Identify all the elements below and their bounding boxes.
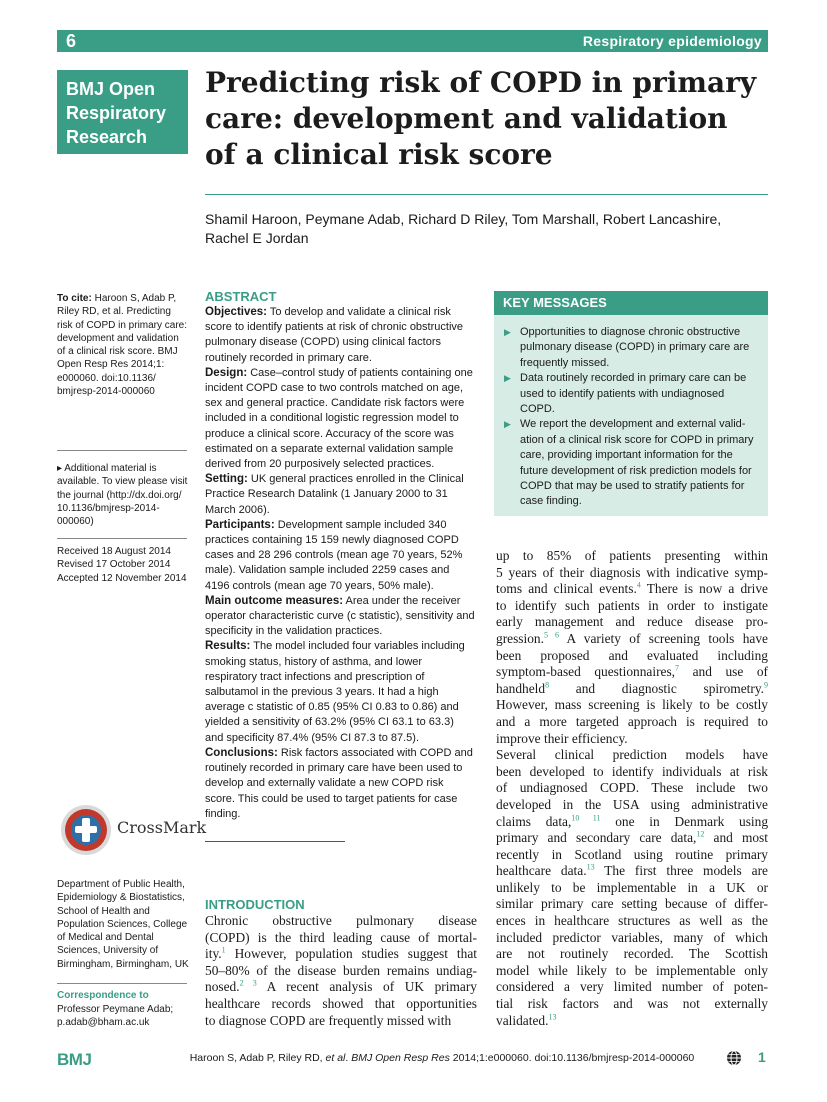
abstract-text: Area under the receiver [343,594,461,607]
sidebar-divider [57,983,187,984]
triangle-bullet-icon: ▶ [504,419,511,430]
abstract-line [205,457,480,472]
cite-line: e000060. doi:10.1136/ [57,372,156,384]
key-message-line: care, providing important information for the [520,449,733,462]
key-message-line: frequently missed. [520,356,610,369]
abstract-line [205,715,480,730]
body-text-segment: The first three models are [594,863,768,879]
introduction-text [205,913,477,1029]
body-text-segment: and most [704,830,768,846]
body-text-segment: primary and secondary care data, [496,830,697,846]
body-text-segment: to diagnose COPD are frequently missed with [205,1012,452,1028]
reference-citation[interactable]: 1 [221,945,226,955]
body-text-segment: improve their efficiency. [496,730,628,746]
abstract-text: The model included four variables including [250,640,465,653]
abstract-text: routinely recorded in primary care have been used to [205,762,463,775]
key-message-line: Opportunities to diagnose chronic obstructive [520,326,741,338]
additional-material-note[interactable] [57,462,187,528]
abstract-text: smoking status, history of asthma, and lower [205,655,423,668]
abstract-text: March 2006). [205,503,270,516]
body-line [496,714,768,731]
abstract-line [205,609,480,624]
abstract-line [205,548,480,563]
reference-citation[interactable]: 12 [696,829,705,839]
date-received: Received 18 August 2014 [57,546,171,557]
cite-line: risk of COPD in primary care: [57,319,188,331]
additional-line: the journal (http://dx.doi.org/ [57,489,182,501]
journal-line: Research [66,127,148,147]
abstract-section-label: Results: [205,640,251,653]
key-message-item [504,371,762,417]
body-text-segment: symptom-based questionnaires, [496,664,676,680]
author-list [205,210,770,248]
abstract-line [205,533,480,548]
crossmark-label: CrossMark [117,818,207,837]
journal-line: BMJ Open [66,79,156,99]
triangle-bullet-icon: ▶ [504,327,511,337]
body-line [205,930,477,947]
abstract-text: Risk factors associated with COPD and [277,746,473,759]
key-messages-list [504,325,762,510]
body-text-segment: 5 years of their diagnosis with indicative symp- [496,564,768,580]
body-line [496,565,768,582]
title-line: Predicting risk of COPD in primary [205,66,757,99]
reference-citation[interactable]: 2 3 [239,978,257,988]
key-message-line: COPD that may be used to stratify patients for [520,480,745,493]
abstract-text: score to identify patients at risk of chronic obstructive [205,321,464,334]
abstract-line [205,746,480,761]
abstract-line [205,655,480,670]
article-dates [57,545,187,585]
body-text-right-column [496,548,768,1029]
cite-line: Riley RD, et al. Predicting [57,306,171,318]
open-access-icon: 6 [65,31,76,51]
key-message-line: pulmonary disease (COPD) in primary care are [520,341,750,354]
footer-citation-part: . [345,1052,352,1064]
key-message-line: case finding. [520,495,582,508]
reference-citation[interactable]: 4 [636,580,641,590]
abstract-text: Practice Research Datalink (1 January 2000 to 31 [205,488,448,501]
body-text-segment: model while likely to be implementable only [496,962,768,978]
cite-line: bmjresp-2014-000060 [57,386,155,398]
body-line [496,996,768,1013]
abstract-section-label: Objectives: [205,306,267,318]
abstract-line [205,807,480,822]
abstract-line [205,563,480,578]
abstract-text: average c statistic of 0.85 (95% CI 0.83 to 0.86) and [205,701,459,714]
body-text-segment: ences in healthcare structures as well as the [496,913,768,929]
body-text-segment: unlikely to be implementable in a UK or [496,879,768,895]
date-accepted: Accepted 12 November 2014 [57,572,187,584]
abstract-line [205,472,480,487]
additional-line: 10.1136/bmjresp-2014- [57,502,160,514]
body-line [496,731,768,748]
body-text-segment: nosed. [205,979,240,995]
additional-line: 000060) [57,516,94,528]
abstract-text: operator characteristic curve (c statistic), sensitivity and [205,610,475,623]
abstract-line [205,639,480,654]
body-text-segment: early management and reduce disease pro- [496,614,768,630]
key-message-line: We report the development and external valid- [520,418,746,431]
body-line [496,631,768,648]
body-text-segment: Chronic obstructive pulmonary disease [205,913,477,928]
body-text-segment: up to 85% of patients presenting within [496,548,768,563]
correspondence-heading: Correspondence to [57,990,149,1001]
abstract-body [205,305,480,822]
body-line [496,664,768,681]
body-line [205,913,477,930]
abstract-line [205,761,480,776]
abstract-text: UK general practices enrolled in the Clinical [247,473,464,486]
title-line: care: development and validation [205,102,728,135]
correspondence-email[interactable]: p.adab@bham.ac.uk [57,1017,150,1029]
body-text-segment: healthcare records showed that opportunities [205,995,477,1011]
abstract-line [205,594,480,609]
open-access-globe-icon [726,1050,742,1066]
body-line [496,979,768,996]
abstract-text: sex and general practice. Candidate risk factors were [205,397,465,410]
title-divider [205,194,768,195]
body-text-segment: of undiagnosed COPD. These include two [496,780,768,796]
body-text-segment: one in Denmark using [600,813,769,829]
key-messages-heading [494,291,768,315]
reference-citation[interactable]: 13 [586,862,595,872]
journal-logo [57,70,188,154]
reference-citation[interactable]: 5 6 [543,630,559,640]
sidebar-divider [57,450,187,451]
affiliation [57,878,189,971]
key-message-line: future development of risk prediction models for [520,464,752,477]
abstract-text: Development sample included 340 [274,518,447,531]
body-line [496,880,768,897]
abstract-text: specificity in the validation practices. [205,625,383,638]
body-text-segment: considered a very limited number of poten- [496,979,768,995]
abstract-text: salbutamol in the previous 3 years. It had a high [205,686,439,699]
abstract-text: respiratory tract infections and prescription of [205,670,425,683]
reference-citation[interactable]: 8 [545,680,550,690]
abstract-line [205,366,480,381]
abstract-text: To develop and validate a clinical risk [267,306,451,318]
body-line [205,979,477,996]
body-text-segment: There is now a drive [640,581,769,597]
additional-line: available. To view please visit [57,476,188,488]
key-messages-title: KEY MESSAGES [503,295,607,310]
article-title [205,65,757,173]
body-text-segment: similar primary care setting because of differ- [496,896,768,912]
abstract-text: cases and 28 296 controls (mean age 70 years, 52% [205,549,463,562]
abstract-line [205,624,480,639]
abstract-line [205,685,480,700]
body-line [496,598,768,615]
body-text-segment: been proposed and evaluated including [496,647,768,663]
abstract-text: finding. [205,807,241,820]
journal-line: Respiratory [66,103,167,123]
author-line: Rachel E Jordan [205,230,309,246]
abstract-text: produce a clinical score. Accuracy of the score was [205,427,454,440]
body-line [496,830,768,847]
body-text-segment: to identify such patients in order to instigate [496,597,768,613]
body-line [496,697,768,714]
affiliation-line: of Medical and Dental [57,932,154,944]
abstract-text: develop and externally validate a new COPD risk [205,777,444,790]
body-line [496,863,768,880]
affiliation-line: Birmingham, Birmingham, UK [57,958,189,970]
abstract-line [205,411,480,426]
abstract-text: yielded a sensitivity of 63.2% (95% CI 63.1 to 63.3) [205,716,454,729]
introduction-heading: INTRODUCTION [205,897,305,912]
body-text-segment: been developed to identify individuals at risk [496,763,768,779]
abstract-line [205,670,480,685]
body-text-segment: A variety of screening tools have [558,630,768,646]
footer-citation-journal: BMJ Open Resp Res [351,1052,450,1064]
abstract-line [205,731,480,746]
footer-citation [162,1052,722,1065]
page-number: 1 [758,1049,766,1065]
abstract-text: estimated on a separate external validation sample [205,442,454,455]
abstract-text: included in a conditional logistic regression model to [205,412,459,425]
abstract-line [205,335,480,350]
body-text-segment: However, population studies suggest that [225,946,477,962]
abstract-text: routinely recorded in primary care. [205,351,372,364]
key-message-item [504,325,762,371]
body-line [496,946,768,963]
body-line [496,930,768,947]
body-text-segment: included predictor variables, many of which [496,929,768,945]
body-text-segment: ity. [205,946,222,962]
key-message-line: ation of a clinical risk score for COPD in primary [520,433,754,446]
body-text-segment: and use of [679,664,769,680]
abstract-section-label: Design: [205,366,248,379]
cite-label: To cite: [57,293,92,304]
affiliation-line: Department of Public Health, [57,879,185,890]
body-text-segment: developed in the USA using administrative [496,796,768,812]
abstract-section-label: Conclusions: [205,746,278,759]
cite-line: of a clinical risk score. BMJ [57,346,178,358]
additional-line: ▸ Additional material is [57,463,157,474]
correspondence-name: Professor Peymane Adab; [57,1004,174,1015]
abstract-text: and specificity 87.4% (95% CI 87.3 to 87.5). [205,731,420,744]
cite-line: Open Resp Res 2014;1: [57,359,165,371]
abstract-text: score. This could be used to target patients for case [205,792,458,805]
bmj-logo: BMJ [57,1050,92,1069]
key-message-line: COPD. [520,403,555,416]
cite-line: Haroon S, Adab P, [94,293,177,304]
title-line: of a clinical risk score [205,138,553,171]
body-line [496,780,768,797]
body-text-segment: are not routinely recorded. The Scottish [496,946,768,962]
body-text-segment: gression. [496,630,544,646]
abstract-line [205,442,480,457]
body-text-segment: 50–80% of the disease burden remains undiag- [205,962,477,978]
body-line [205,1013,477,1030]
body-text-segment: tial risk factors and was not externally [496,996,768,1012]
abstract-line [205,776,480,791]
affiliation-line: Sciences, University of [57,945,159,957]
abstract-text: 4196 controls (mean age 70 years, 50% male). [205,579,434,592]
abstract-section-label: Participants: [205,518,275,531]
triangle-bullet-icon: ▶ [504,373,511,384]
cite-line: development and validation [57,332,179,344]
body-line [496,814,768,831]
footer-citation-part: 2014;1:e000060. doi:10.1136/bmjresp-2014-000060 [449,1052,695,1064]
key-message-item [504,417,762,509]
body-line [205,946,477,963]
body-text-segment: and diagnostic spirometry. [549,680,764,696]
body-line [205,996,477,1013]
reference-citation[interactable]: 7 [675,663,680,673]
body-line [496,797,768,814]
abstract-line [205,305,480,320]
date-revised: Revised 17 October 2014 [57,559,171,571]
body-line [496,747,768,764]
body-text-segment: handheld [496,680,546,696]
body-line [496,913,768,930]
abstract-line [205,381,480,396]
sidebar-divider [57,538,187,539]
abstract-line [205,579,480,594]
abstract-line [205,487,480,502]
abstract-heading: ABSTRACT [205,289,277,304]
section-label: Respiratory epidemiology [582,33,762,49]
body-text-segment: However, mass screening is likely to be costly [496,697,768,713]
body-text-segment: recently in Scotland using routine primary [496,846,768,862]
body-line [496,847,768,864]
body-line [496,548,768,565]
abstract-divider [205,841,345,842]
abstract-text: pulmonary disease (COPD) using clinical factors [205,336,441,349]
abstract-section-label: Setting: [205,473,248,486]
abstract-line [205,351,480,366]
abstract-section-label: Main outcome measures: [205,594,344,607]
body-line [496,764,768,781]
abstract-line [205,320,480,335]
reference-citation[interactable]: 10 11 [571,813,601,823]
reference-citation[interactable]: 13 [548,1012,557,1022]
affiliation-line: Epidemiology & Biostatistics, [57,892,185,904]
abstract-line [205,503,480,518]
abstract-text: incident COPD case to two controls matched on age, [205,382,464,395]
body-line [496,1013,768,1030]
body-text-segment: (COPD) is the third leading cause of mortal- [205,929,477,945]
key-message-line: Data routinely recorded in primary care can be [520,372,747,385]
abstract-line [205,396,480,411]
body-line [496,896,768,913]
affiliation-line: Population Sciences, College [57,918,188,930]
body-text-segment: claims data, [496,813,572,829]
body-text-segment: Several clinical prediction models have [496,747,768,763]
citation-note [57,292,187,398]
abstract-line [205,427,480,442]
body-line [205,963,477,980]
body-text-segment: A recent analysis of UK primary [256,979,477,995]
footer-citation-etal: et al [325,1052,346,1064]
body-line [496,648,768,665]
body-text-segment: toms and clinical events. [496,581,637,597]
key-message-line: used to identify patients with undiagnosed [520,387,725,400]
body-text-segment: and a more targeted approach is required to [496,713,768,729]
body-line [496,681,768,698]
abstract-line [205,792,480,807]
abstract-line [205,518,480,533]
footer-citation-part: Haroon S, Adab P, Riley RD, [189,1052,326,1064]
abstract-text: male). Validation sample included 2259 cases and [205,564,450,577]
abstract-line [205,700,480,715]
body-line [496,963,768,980]
abstract-text: practices containing 15 159 newly diagnosed COPD [205,534,459,547]
author-line: Shamil Haroon, Peymane Adab, Richard D Riley, Tom Marshall, Robert Lancashire, [205,211,722,227]
correspondence [57,1003,173,1030]
body-text-segment: validated. [496,1012,549,1028]
abstract-text: derived from 20 purposively selected practices. [205,458,435,471]
reference-citation[interactable]: 9 [764,680,768,690]
body-text-segment: healthcare data. [496,863,587,879]
body-line [496,581,768,598]
affiliation-line: School of Health and [57,905,150,917]
abstract-text: Case–control study of patients containing one [247,366,473,379]
body-line [496,614,768,631]
